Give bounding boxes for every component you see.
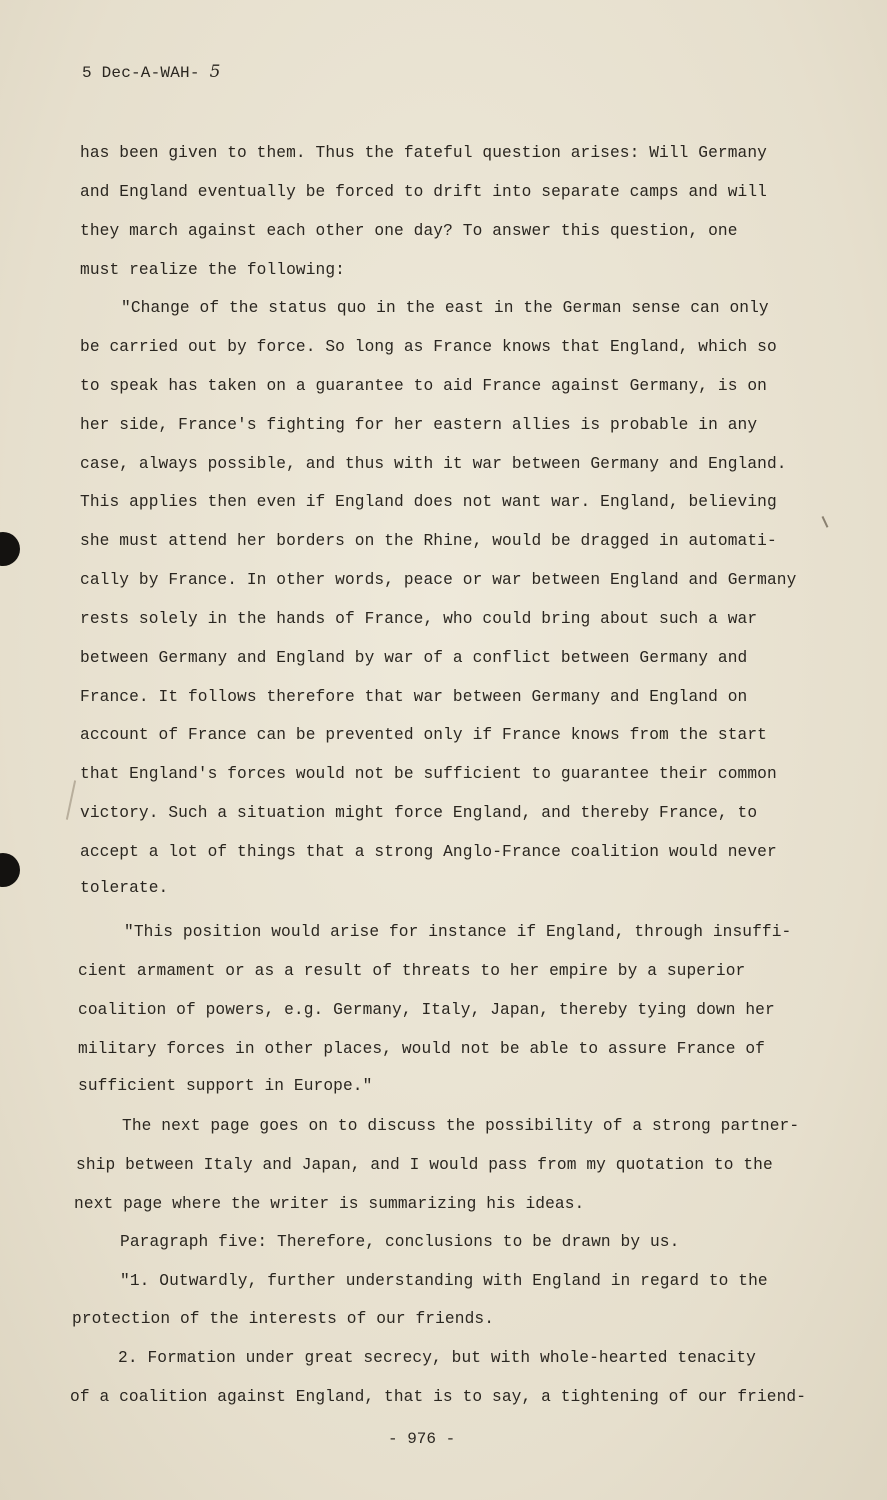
- text-line: between Germany and England by war of a conflict between Germany and: [80, 649, 748, 667]
- text-line: This applies then even if England does not want war. England, believing: [80, 493, 777, 511]
- text-line: to speak has taken on a guarantee to aid France against Germany, is on: [80, 377, 767, 395]
- text-line: has been given to them. Thus the fateful question arises: Will Germany: [80, 144, 767, 162]
- margin-mark: [66, 780, 76, 819]
- text-line: protection of the interests of our friends.: [72, 1310, 495, 1328]
- text-line: next page where the writer is summarizing his ideas.: [74, 1195, 585, 1213]
- binder-hole-bottom: [0, 853, 20, 887]
- text-line: they march against each other one day? To answer this question, one: [80, 222, 738, 240]
- text-line: 2. Formation under great secrecy, but with whole-hearted tenacity: [118, 1349, 756, 1367]
- text-line: military forces in other places, would not be able to assure France of: [78, 1040, 765, 1058]
- document-id: 5 Dec-A-WAH-: [82, 64, 200, 82]
- text-line: cally by France. In other words, peace or war between England and Germany: [80, 571, 797, 589]
- text-line: rests solely in the hands of France, who could bring about such a war: [80, 610, 758, 628]
- text-line: France. It follows therefore that war between Germany and England on: [80, 688, 748, 706]
- text-line: coalition of powers, e.g. Germany, Italy, Japan, thereby tying down her: [78, 1001, 775, 1019]
- margin-mark: [822, 516, 828, 528]
- document-header: [82, 62, 221, 82]
- text-line: The next page goes on to discuss the possibility of a strong partner-: [122, 1117, 800, 1135]
- binder-hole-top: [0, 532, 20, 566]
- text-line: that England's forces would not be sufficient to guarantee their common: [80, 765, 777, 783]
- text-line: "This position would arise for instance if England, through insuffi-: [124, 923, 792, 941]
- text-line: of a coalition against England, that is to say, a tightening of our friend-: [70, 1388, 807, 1406]
- text-line: case, always possible, and thus with it war between Germany and England.: [80, 455, 787, 473]
- text-line: "Change of the status quo in the east in the German sense can only: [121, 299, 769, 317]
- text-line: accept a lot of things that a strong Anglo-France coalition would never: [80, 843, 777, 861]
- text-line: and England eventually be forced to drift into separate camps and will: [80, 183, 767, 201]
- text-line: be carried out by force. So long as France knows that England, which so: [80, 338, 777, 356]
- text-line: her side, France's fighting for her eastern allies is probable in any: [80, 416, 758, 434]
- text-line: ship between Italy and Japan, and I would pass from my quotation to the: [76, 1156, 773, 1174]
- text-line: must realize the following:: [80, 261, 345, 279]
- text-line: sufficient support in Europe.": [78, 1077, 373, 1095]
- text-line: "1. Outwardly, further understanding with England in regard to the: [120, 1272, 768, 1290]
- text-line: she must attend her borders on the Rhine, would be dragged in automati-: [80, 532, 777, 550]
- handwritten-annotation: 5: [209, 62, 221, 82]
- text-line: tolerate.: [80, 879, 169, 897]
- text-line: victory. Such a situation might force England, and thereby France, to: [80, 804, 758, 822]
- page-number: - 976 -: [388, 1430, 456, 1448]
- text-line: account of France can be prevented only if France knows from the start: [80, 726, 767, 744]
- text-line: Paragraph five: Therefore, conclusions to be drawn by us.: [120, 1233, 680, 1251]
- text-line: cient armament or as a result of threats to her empire by a superior: [78, 962, 746, 980]
